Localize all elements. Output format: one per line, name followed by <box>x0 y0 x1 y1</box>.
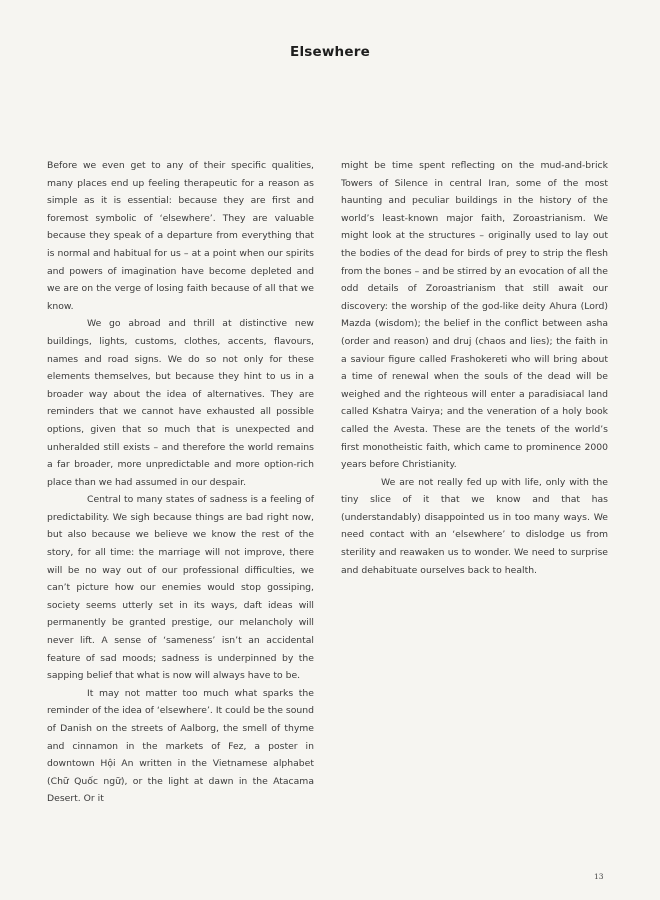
paragraph: Before we even get to any of their specific qualities, many places end up feeling therapeutic for a reason as simple as it is essential: because they are first and foremost symbolic of ‘elsewhere’. They are valuable because they speak of a departure from everything that is normal and habitual for us – at a point when our spirits and powers of imagination have become depleted and we are on the verge of losing faith because of all that we know. <box>47 160 314 312</box>
paragraph: We go abroad and thrill at distinctive new buildings, lights, customs, clothes, accents, flavours, names and road signs. We do so not only for these elements themselves, but because they hint to us in a broader way about the idea of alternatives. They are reminders that we cannot have exhausted all possible options, given that so much that is unexpected and unheralded still exists – and therefore the world remains a far broader, more unpredictable and more option-rich place than we had assumed in our despair. <box>47 318 314 488</box>
page-title: Elsewhere <box>290 44 370 60</box>
left-column <box>47 157 314 808</box>
page-number: 13 <box>594 872 604 881</box>
paragraph: It may not matter too much what sparks the reminder of the idea of ‘elsewhere’. It could be the sound of Danish on the streets of Aalborg, the smell of thyme and cinnamon in the markets of Fez, a poster in downtown Hội An written in the Vietnamese alphabet (Chữ Quốc ngữ), or the light at dawn in the Atacama Desert. Or it <box>47 687 314 805</box>
right-column <box>341 157 608 579</box>
paragraph: Central to many states of sadness is a feeling of predictability. We sigh because things are bad right now, but also because we believe we know the rest of the story, for all time: the marriage will not improve, there will be no way out of our professional difficulties, we can’t picture how our enemies would stop gossiping, society seems utterly set in its ways, daft ideas will permanently be granted prestige, our melancholy will never lift. A sense of ‘sameness’ isn’t an accidental feature of sad moods; sadness is underpinned by the sapping belief that what is now will always have to be. <box>47 494 314 682</box>
paragraph: We are not really fed up with life, only with the tiny slice of it that we know and that has (understandably) disappointed us in too many ways. We need contact with an ‘elsewhere’ to dislodge us from sterility and reawaken us to wonder. We need to surprise and dehabituate ourselves back to health. <box>341 476 608 576</box>
paragraph: might be time spent reflecting on the mud-and-brick Towers of Silence in central Iran, some of the most haunting and peculiar buildings in the history of the world’s least-known major faith, Zoroastrianism. We might look at the structures – originally used to lay out the bodies of the dead for birds of prey to strip the flesh from the bones – and be stirred by an evocation of all the odd details of Zoroastrianism that still await our discovery: the worship of the god-like deity Ahura (Lord) Mazda (wisdom); the belief in the conflict between asha (order and reason) and druj (chaos and lies); the faith in a saviour figure called Frashokereti who will bring about a time of renewal when the souls of the dead will be weighed and the righteous will enter a paradisiacal land called Kshatra Vairya; and the veneration of a holy book called the Avesta. These are the tenets of the world’s first monotheistic faith, which came to prominence 2000 years before Christianity. <box>341 160 608 471</box>
